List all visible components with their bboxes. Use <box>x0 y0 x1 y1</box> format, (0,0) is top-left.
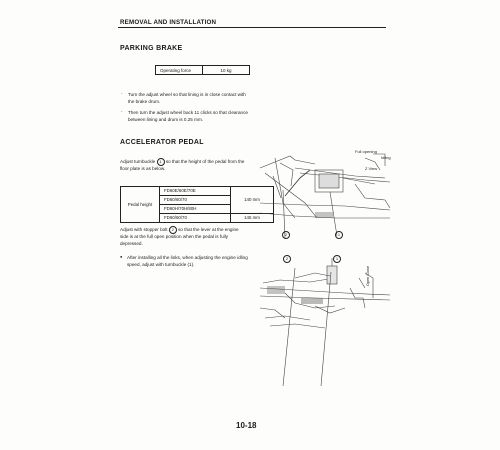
callout-open-close: Open Close <box>366 266 370 287</box>
callout-number-2: 2 <box>169 226 177 234</box>
model-cell: FD60/60/70 <box>160 214 231 223</box>
callout-full-opening: Full opening <box>355 149 377 154</box>
stopper-instruction <box>120 226 248 247</box>
intro-before: Adjust turnbuckle <box>120 159 156 165</box>
operating-force-label: Operating force <box>156 66 203 75</box>
accelerator-linkage-diagram <box>255 148 395 388</box>
header-rule <box>118 27 386 28</box>
stopper-before: Adjust with stopper bolt <box>120 227 168 233</box>
note-bullet: ● <box>120 254 123 259</box>
height-value: 140 mm <box>231 187 274 214</box>
parking-step-1: Turn the adjust wheel so that lining is in close contact with the brake drum. <box>128 92 246 104</box>
pedal-height-label: Pedal height <box>121 187 160 223</box>
page-header: REMOVAL AND INSTALLATION <box>120 19 217 26</box>
accelerator-intro <box>120 158 248 173</box>
stopper-after: so that the lever at the engine side is at the full open position when the pedal is fully depressed. <box>120 227 239 246</box>
page-number: 10-18 <box>236 421 257 430</box>
bullet-dot: · <box>121 109 123 115</box>
pedal-height-table <box>120 186 274 223</box>
bullet-dot: · <box>121 91 123 97</box>
note-text: After installing all the links, when adjusting the engine idling speed, adjust with turnbuckle (1). <box>127 255 248 267</box>
parking-brake-table <box>155 65 250 75</box>
diagram-callout-2-lower: 2 <box>283 255 291 263</box>
model-cell: FD60H/70H/80H <box>160 205 231 214</box>
callout-number-1: 1 <box>157 158 165 166</box>
diagram-callout-1-lower: 1 <box>333 255 341 263</box>
accelerator-pedal-title: ACCELERATOR PEDAL <box>120 139 204 146</box>
height-value: 145 mm <box>231 214 274 223</box>
parking-brake-title: PARKING BRAKE <box>120 45 183 52</box>
model-cell: FD60/60/70 <box>160 196 231 205</box>
intro-after: so that the height of the pedal from the floor plate is as below. <box>120 159 245 171</box>
parking-step-2: Then turn the adjust wheel back 11 clicks so that clearance between lining and drum is 0.25 mm. <box>128 110 248 122</box>
model-cell: FD60E/60E/70E <box>160 187 231 196</box>
callout-z-view: Z View <box>365 166 378 171</box>
operating-force-value: 10 kg <box>203 66 250 75</box>
diagram-callout-2-upper: 2 <box>282 231 290 239</box>
callout-idling: Idling <box>381 155 391 160</box>
diagram-callout-1-upper: 1 <box>335 231 343 239</box>
